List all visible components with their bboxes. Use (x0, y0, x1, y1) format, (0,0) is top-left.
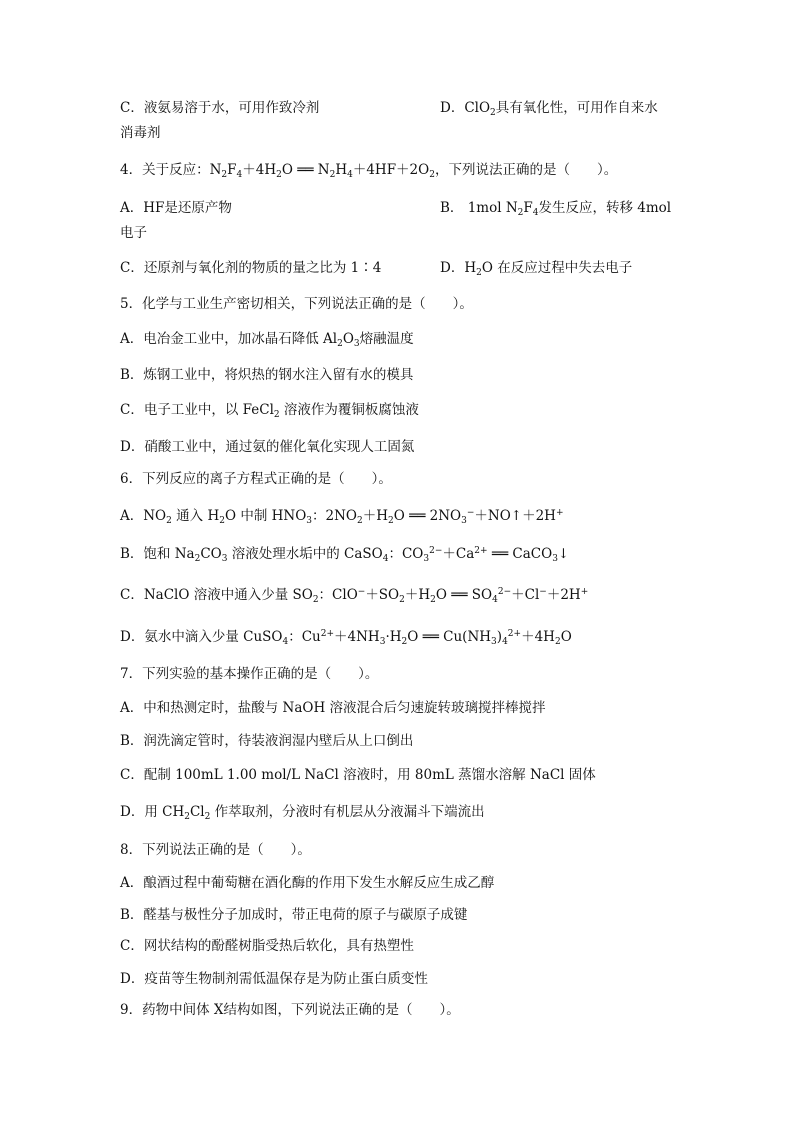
option-5c: C．电子工业中，以 FeCl$_2$ 溶液作为覆铜板腐蚀液 (120, 402, 419, 420)
option-6a: A．$NO_2$ 通入 $H_2O$ 中制 $HNO_3$：$2NO_2+H_2O$ ══ $2NO_3^-+NO↑+2H^+$ (120, 508, 564, 526)
option-4d: D．$H_2O$ 在反应过程中失去电子 (440, 260, 633, 278)
option-8b: B．醛基与极性分子加成时，带正电荷的原子与碳原子成键 (120, 907, 468, 923)
option-8d: D．疫苗等生物制剂需低温保存是为防止蛋白质变性 (120, 971, 428, 987)
option-5b: B．炼钢工业中，将炽热的钢水注入留有水的模具 (120, 367, 414, 383)
option-4b: B． 1mol $N_2F_4$发生反应，转移 4mol (440, 200, 672, 218)
option-7d: D．用 $CH_2Cl_2$ 作萃取剂，分液时有机层从分液漏斗下端流出 (120, 804, 485, 822)
option-7a: A．中和热测定时，盐酸与 NaOH 溶液混合后匀速旋转玻璃搅拌棒搅拌 (120, 700, 546, 716)
question-4: 4．关于反应：$N_2F_4+4H_2O$ ══ $N_2H_4+4HF+2O_2$，下列说法正确的是（ ）。 (120, 162, 618, 180)
option-6c: C．NaClO 溶液中通入少量 $SO_2$：$ClO^-+SO_2+H_2O$ ══ $SO_4^{2-}+Cl^-+2H^+$ (120, 587, 589, 605)
option-3d-continuation: 消毒剂 (120, 125, 161, 141)
question-6: 6．下列反应的离子方程式正确的是（ ）。 (120, 471, 392, 487)
option-5d: D．硝酸工业中，通过氨的催化氧化实现人工固氮 (120, 439, 415, 455)
question-9: 9．药物中间体 X结构如图，下列说法正确的是（ ）。 (120, 1002, 460, 1018)
option-8a: A．酿酒过程中葡萄糖在酒化酶的作用下发生水解反应生成乙醇 (120, 875, 495, 891)
question-8: 8．下列说法正确的是（ ）。 (120, 842, 311, 858)
question-5: 5．化学与工业生产密切相关，下列说法正确的是（ ）。 (120, 296, 473, 312)
question-7: 7．下列实验的基本操作正确的是（ ）。 (120, 666, 379, 682)
option-4c: C．还原剂与氧化剂的物质的量之比为 1∶4 (120, 260, 382, 276)
option-3c: C．液氨易溶于水，可用作致冷剂 (120, 100, 320, 116)
option-7c: C．配制 100mL 1.00 mol/L NaCl 溶液时，用 80mL 蒸馏水溶解 NaCl 固体 (120, 767, 596, 783)
option-6b: B．饱和 $Na_2CO_3$ 溶液处理水垢中的 CaSO$_4$：$CO_3^{2-}+Ca^{2+}$ ══ CaCO$_3$↓ (120, 546, 570, 564)
option-5a: A．电冶金工业中，加冰晶石降低 $Al_2O_3$熔融温度 (120, 331, 414, 349)
option-8c: C．网状结构的酚醛树脂受热后软化，具有热塑性 (120, 938, 414, 954)
option-4a: A．HF是还原产物 (120, 200, 232, 216)
option-4b-continuation: 电子 (120, 225, 147, 241)
option-3d: D．ClO$_2$具有氧化性，可用作自来水 (440, 100, 658, 118)
option-6d: D．氨水中滴入少量 CuSO$_4$：$Cu^{2+}+4NH_3\cdot H_2O$ ══ $Cu(NH_3)_4^{2+}+4H_2O$ (120, 629, 572, 647)
option-7b: B．润洗滴定管时，待装液润湿内壁后从上口倒出 (120, 733, 414, 749)
